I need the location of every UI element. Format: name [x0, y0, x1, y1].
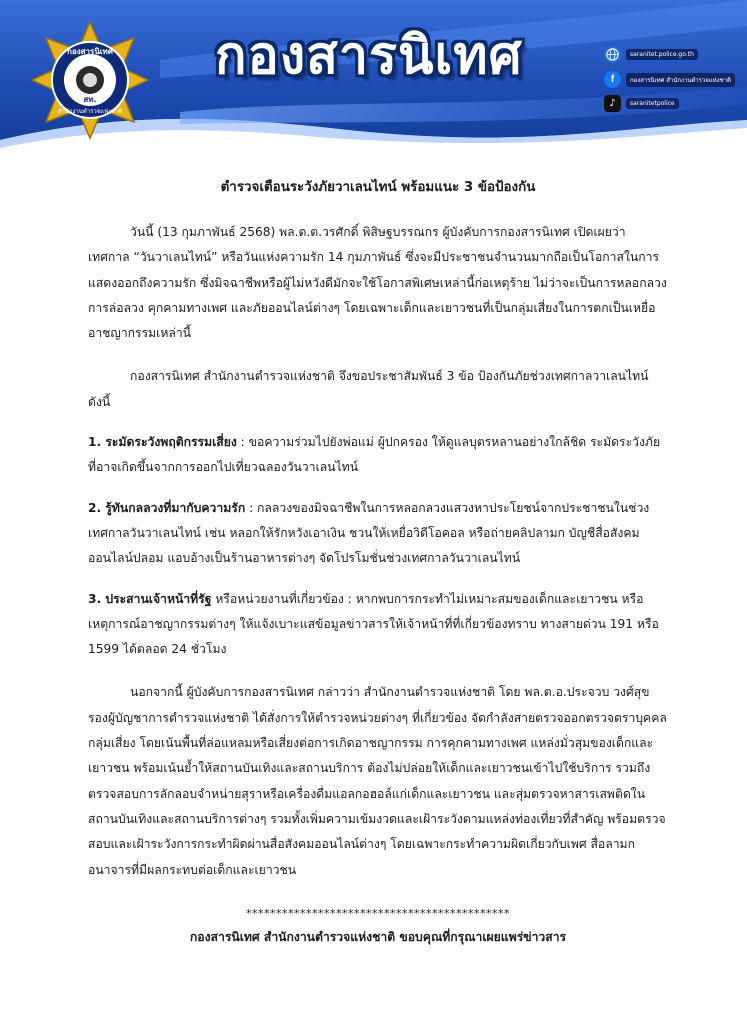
signoff: กองสารนิเทศ สำนักงานตำรวจแห่งชาติ ขอบคุณที่กรุณาเผยแพร่ข่าวสาร: [189, 929, 567, 944]
tip-1-text: : ขอความร่วมไปยังพ่อแม่ ผู้ปกครอง ให้ดูแลบุตรหลานอย่างใกล้ชิด ระมัดระวังภัยที่อาจเกิดขึ้นจากการออกไปเที่ยวฉลองวันวาเลนไทน์: [88, 435, 661, 475]
facebook-label: กองสารนิเทศ สำนักงานตำรวจแห่งชาติ: [626, 73, 735, 87]
social-facebook[interactable]: [604, 71, 735, 88]
tip-2-heading: 2. รู้ทันกลลวงที่มากับความรัก: [88, 500, 246, 515]
intro-paragraph: วันนี้ (13 กุมภาพันธ์ 2568) พล.ต.ต.วรศักดิ์ พิสิษฐบรรณกร ผู้บังคับการกองสารนิเทศ เปิดเผยว่า เทศกาล “วันวาเลนไทน์” หรือวันแห่งความรัก 14 กุมภาพันธ์ ซึ่งจะมีประชาชนจำนวนมากถือเป็นโอกาสในการแสดงออกถึงความรัก ซึ่งมิจฉาชีพหรือผู้ไม่หวังดีมักจะใช้โอกาสพิเศษเหล่านี้ก่อเหตุร้าย ไม่ว่าจะเป็นการหลอกลวง การล่อลวง คุกคามทางเพศ และภัยออนไลน์ต่างๆ โดยเฉพาะเด็กและเยาวชนที่เป็นกลุ่มเสี่ยงในการตกเป็นเหยื่ออาชญากรรมเหล่านี้: [88, 225, 667, 341]
globe-icon: [604, 46, 621, 63]
header-banner: [0, 0, 747, 150]
document-title: ตำรวจเตือนระวังภัยวาเลนไทน์ พร้อมแนะ 3 ข้อป้องกัน: [220, 180, 536, 195]
facebook-icon: f: [604, 71, 621, 88]
social-tiktok[interactable]: [604, 95, 679, 112]
social-website[interactable]: [604, 46, 698, 63]
press-release: [88, 176, 668, 950]
police-badge-logo: [30, 20, 150, 140]
closing-paragraph: นอกจากนี้ ผู้บังคับการกองสารนิเทศ กล่าวว่า สำนักงานตำรวจแห่งชาติ โดย พล.ต.อ.ประจวบ วงศ์สุข รองผู้บัญชาการตำรวจแห่งชาติ ได้สั่งการให้ตำรวจหน่วยต่างๆ ที่เกี่ยวข้อง จัดกำลังสายตรวจออกตรวจตราบุคคลกลุ่มเสี่ยง โดยเน้นพื้นที่ล่อแหลมหรือเสี่ยงต่อการเกิดอาชญากรรม การคุกคามทางเพศ แหล่งมั่วสุมของเด็กและเยาวชน พร้อมเน้นย้ำให้สถานบันเทิงและสถานบริการ ต้องไม่ปล่อยให้เด็กและเยาวชนเข้าไปใช้บริการ รวมถึงตรวจสอบการลักลอบจำหน่ายสุราหรือเครื่องดื่มแอลกอฮอล์แก่เด็กและเยาวชน และสุ่มตรวจหาสารเสพติดในสถานบันเทิงและสถานบริการต่างๆ รวมทั้งเพิ่มความเข้มงวดและเฝ้าระวังตามแหล่งท่องเที่ยวที่สำคัญ พร้อมตรวจสอบและเฝ้าระวังการกระทำผิดผ่านสื่อสังคมออนไลน์ต่างๆ โดยเฉพาะกระทำความผิดเกี่ยวกับเพศ สื่อลามกอนาจารที่มีผลกระทบต่อเด็กและเยาวชน: [88, 685, 667, 877]
tip-1: [88, 430, 668, 481]
tip-1-heading: 1. ระมัดระวังพฤติกรรมเสี่ยง: [88, 435, 237, 450]
badge-top-text: กองสารนิเทศ: [67, 47, 113, 56]
tip-3: [88, 587, 668, 663]
lead-paragraph: กองสารนิเทศ สำนักงานตำรวจแห่งชาติ จึงขอประชาสัมพันธ์ 3 ข้อ ป้องกันภัยช่วงเทศกาลวาเลนไทน์ ดังนี้: [88, 369, 649, 409]
tip-3-text: หรือหน่วยงานที่เกี่ยวข้อง : หากพบการกระทำไม่เหมาะสมของเด็กและเยาวชน หรือเหตุการณ์อาชญากรรมต่างๆ ให้แจ้งเบาะแสข้อมูลข่าวสารให้เจ้าหน้าที่ที่เกี่ยวข้องทราบ ทางสายด่วน 191 หรือ 1599 ได้ตลอด 24 ชั่วโมง: [88, 591, 659, 657]
badge-abbr: สท.: [83, 95, 97, 104]
badge-bottom-text: สำนักงานตำรวจแห่งชาติ: [57, 108, 123, 115]
tip-2-text: : กลลวงของมิจฉาชีพในการหลอกลวงแสวงหาประโยชน์จากประชาชนในช่วงเทศกาลวันวาเลนไทน์ เช่น หลอกให้รักหวังเอาเงิน ชวนให้เหยื่อวิดีโอคอล หรือถ่ายคลิปลามก บัญชีสื่อสังคมออนไลน์ปลอม แอบอ้างเป็นร้านอาหารต่างๆ จัดโปรโมชั่นช่วงเทศกาลวันวาเลนไทน์: [88, 500, 650, 566]
tip-2: [88, 496, 668, 572]
agency-title: กองสารนิเทศ: [215, 26, 523, 86]
separator-stars: ********************************************: [246, 906, 510, 920]
tip-3-heading: 3. ประสานเจ้าหน้าที่รัฐ: [88, 591, 212, 606]
tiktok-icon: ♪: [604, 95, 621, 112]
tiktok-label: saranitetpolice: [626, 98, 679, 109]
website-label: saranitet.police.go.th: [626, 49, 698, 60]
